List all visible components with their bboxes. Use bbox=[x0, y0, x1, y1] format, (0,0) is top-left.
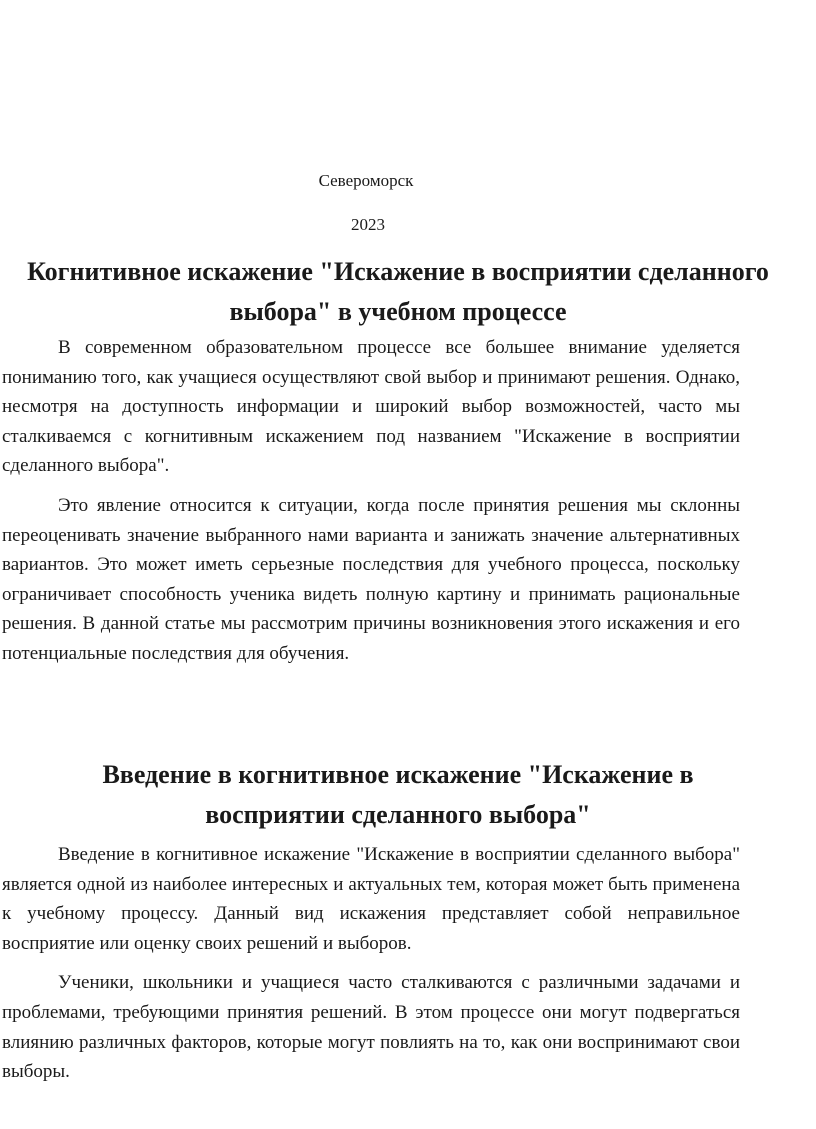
year-label: 2023 bbox=[351, 215, 385, 234]
section-paragraph-1: Введение в когнитивное искажение "Искажение в восприятии сделанного выбора" является одной из наиболее интересных и актуальных тем, которая может быть применена к учебному процессу. Данный вид искажения представляет собой неправильное восприятие или оценку своих решений и выборов. bbox=[2, 844, 740, 954]
intro-paragraph-1: В современном образовательном процессе все большее внимание уделяется пониманию того, как учащиеся осуществляют свой выбор и принимают решения. Однако, несмотря на доступность информации и широкий выбор возможностей, часто мы сталкиваемся с когнитивным искажением под названием "Искажение в восприятии сделанного выбора". bbox=[2, 337, 740, 477]
introduction-section bbox=[2, 755, 740, 1097]
intro-section bbox=[2, 333, 740, 679]
intro-paragraph-2: Это явление относится к ситуации, когда после принятия решения мы склонны переоценивать значение выбранного нами варианта и занижать значение альтернативных вариантов. Это может иметь серьезные последствия для учебного процесса, поскольку ограничивает способность ученика видеть полную картину и принимать рациональные решения. В данной статье мы рассмотрим причины возникновения этого искажения и его потенциальные последствия для обучения. bbox=[2, 494, 740, 664]
section-heading: Введение в когнитивное искажение "Искажение в восприятии сделанного выбора" bbox=[102, 760, 694, 829]
article-title: Когнитивное искажение "Искажение в восприятии сделанного выбора" в учебном процессе bbox=[27, 257, 769, 326]
city-label: Североморск bbox=[318, 171, 414, 190]
section-paragraph-2: Ученики, школьники и учащиеся часто сталкиваются с различными задачами и проблемами, требующими принятия решений. В этом процессе они могут подвергаться влиянию различных факторов, которые могут повлиять на то, как они воспринимают свои выборы. bbox=[2, 972, 740, 1083]
